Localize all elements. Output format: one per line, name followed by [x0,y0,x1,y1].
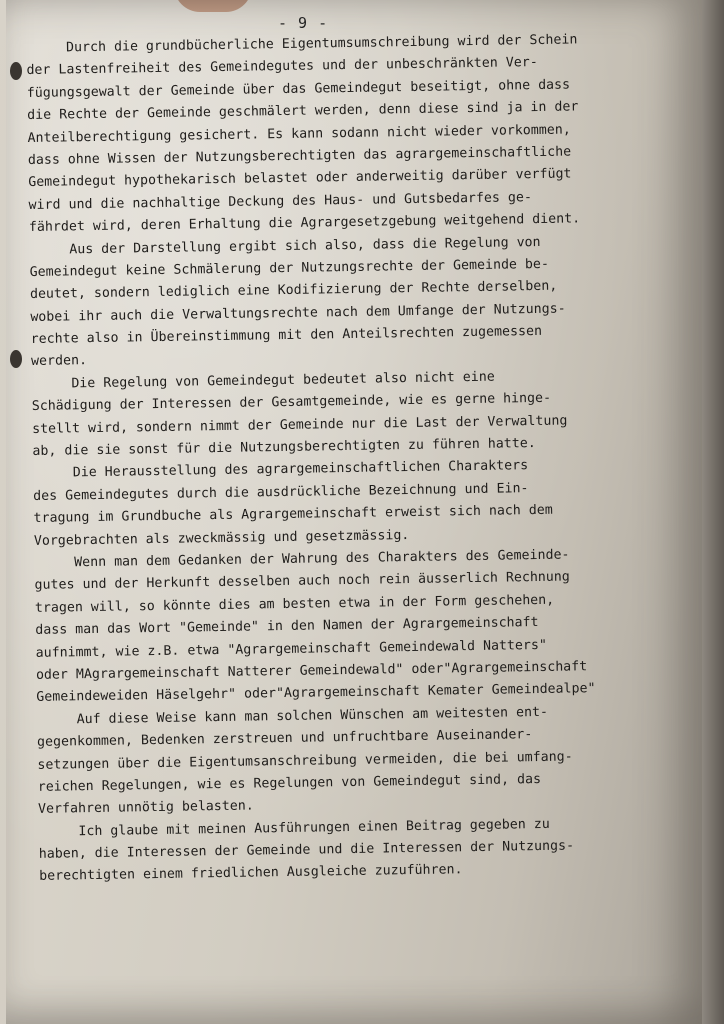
text-line: Auf diese Weise kann man solchen Wünschen am weitesten ent- [36,704,549,728]
text-line: Ich glaube mit meinen Ausführungen einen Beitrag gegeben zu [38,816,550,840]
thumb-shadow [174,0,252,12]
page-edge [702,0,724,1024]
text-line: dass ohne Wissen der Nutzungsberechtigten das agrargemeinschaftliche [27,144,572,168]
text-line: Wenn man dem Gedanken der Wahrung des Charakters des Gemeinde- [34,547,570,571]
text-line: Die Regelung von Gemeindegut bedeutet also nicht eine [31,369,495,392]
text-line: tragen will, so könnte dies am besten etwa in der Form geschehen, [34,592,555,616]
text-line: fährdet wird, deren Erhaltung die Agrargesetzgebung weitgehend dient. [28,211,581,236]
text-line: des Gemeindegutes durch die ausdrückliche Bezeichnung und Ein- [33,480,529,504]
text-line: werden. [30,353,88,370]
text-line: ab, die sie sonst für die Nutzungsberechtigten zu führen hatte. [32,436,536,459]
text-line: reichen Regelungen, wie es Regelungen von Gemeindegut sind, das [37,771,542,795]
text-line: Anteilberechtigung gesichert. Es kann sodann nicht wieder vorkommen, [27,122,571,146]
text-line: wobei ihr auch die Verwaltungsrechte nach dem Umfange der Nutzungs- [30,301,566,325]
text-line: Durch die grundbücherliche Eigentumsumschreibung wird der Schein [26,32,578,56]
text-line: dass man das Wort "Gemeinde" in den Namen der Agrargemeinschaft [35,615,539,639]
text-line: Schädigung der Interessen der Gesamtgemeinde, wie es gerne hinge- [31,391,552,415]
text-line: Gemeindegut hypothekarisch belastet oder anderweitig darüber verfügt [28,166,572,191]
text-line: Vorgebrachten als zweckmässig und gesetzmässig. [33,527,410,549]
text-line: die Rechte der Gemeinde geschmälert werden, denn diese sind ja in der [27,99,579,124]
text-line: wird und die nachhaltige Deckung des Haus- und Gutsbedarfes ge- [28,189,533,213]
page-number: - 9 - [278,14,329,32]
punch-hole-bottom [10,350,22,368]
text-line: Aus der Darstellung ergibt sich also, dass die Regelung von [29,234,541,258]
text-line: der Lastenfreiheit des Gemeindegutes und der unbeschränkten Ver- [26,55,538,79]
text-line: deutet, sondern lediglich eine Kodifizierung der Rechte derselben, [29,278,558,303]
text-line: fügungsgewalt der Gemeinde über das Gemeindegut beseitigt, ohne dass [26,77,571,101]
text-line: stellt wird, sondern nimmt der Gemeinde nur die Last der Verwaltung [32,413,568,437]
text-line: aufnimmt, wie z.B. etwa "Agrargemeinschaft Gemeindewald Natters" [35,637,548,661]
punch-hole-top [10,62,22,80]
text-line: gegenkommen, Bedenken zerstreuen und unfruchtbare Auseinander- [36,727,533,751]
text-line: rechte also in Übereinstimmung mit den Anteilsrechten zugemessen [30,324,543,348]
text-line: tragung im Grundbuche als Agrargemeinschaft erweist sich nach dem [33,502,553,527]
text-line: Gemeindegut keine Schmälerung der Nutzungsrechte der Gemeinde be- [29,256,550,280]
typewritten-page [6,0,706,1024]
text-line: setzungen über die Eigentumsanschreibung vermeiden, die bei umfang- [37,749,573,773]
text-line: oder MAgrargemeinschaft Natterer Gemeindewald" oder"Agrargemeinschaft [35,659,588,683]
body-text [26,27,709,888]
text-line: Verfahren unnötig belasten. [38,798,254,818]
text-line: Die Herausstellung des agrargemeinschaftlichen Charakters [32,458,529,482]
text-line: haben, die Interessen der Gemeinde und die Interessen der Nutzungs- [38,838,575,862]
text-line: berechtigten einem friedlichen Ausgleiche zuzuführen. [39,862,463,885]
text-line: gutes und der Herkunft desselben auch noch rein äusserlich Rechnung [34,569,570,594]
text-line: Gemeindeweiden Häselgehr" oder"Agrargemeinschaft Kemater Gemeindealpe" [36,681,596,706]
